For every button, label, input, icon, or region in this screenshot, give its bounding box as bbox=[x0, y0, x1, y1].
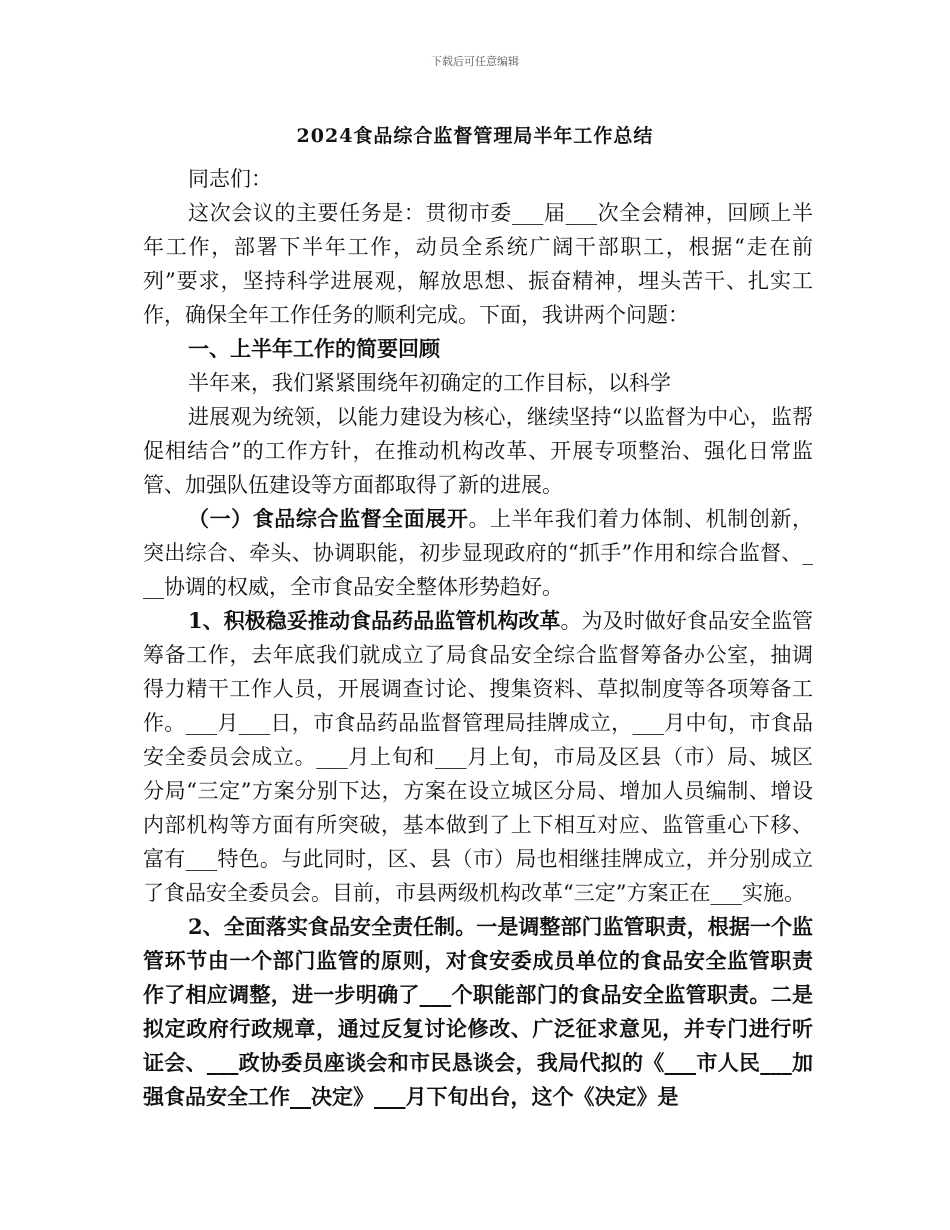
page-header: 下载后可任意编辑 bbox=[431, 55, 519, 68]
subsection-1-heading: （一）食品综合监督全面展开 bbox=[188, 506, 469, 531]
section-heading-1: 一、上半年工作的简要回顾 bbox=[188, 336, 440, 361]
subsection-1-text: 。上半年我们着力体制、机制创新，突出综合、牵头、协调职能，初步显现政府的“抓手”作用和综合监督、___协调的权威，全市食品安全整体形势趋好。 bbox=[143, 507, 814, 599]
subsection-1-paragraph bbox=[143, 502, 813, 604]
item-1-paragraph bbox=[143, 604, 813, 910]
item-2-paragraph: 2、全面落实食品安全责任制。一是调整部门监管职责，根据一个监管环节由一个部门监管的原则，对食安委成员单位的食品安全监管职责作了相应调整，进一步明确了___个职能部门的食品安全监管职责。二是拟定政府行政规章，通过反复讨论修改、广泛征求意见，并专门进行听证会、___政协委员座谈会和市民恳谈会，我局代拟的《___市人民___加强食品安全工作__决定》___月下旬出台，这个《决定》是 bbox=[143, 914, 813, 1109]
greeting: 同志们： bbox=[188, 167, 272, 191]
item-1-heading: 1、积极稳妥推动食品药品监管机构改革 bbox=[188, 608, 561, 633]
review-paragraph: 进展观为统领，以能力建设为核心，继续坚持“以监督为中心，监帮促相结合”的工作方针，在推动机构改革、开展专项整治、强化日常监管、加强队伍建设等方面都取得了新的进展。 bbox=[143, 405, 813, 497]
intro-paragraph: 这次会议的主要任务是：贯彻市委___届___次全会精神，回顾上半年工作，部署下半年工作，动员全系统广阔干部职工，根据“走在前列”要求，坚持科学进展观，解放思想、振奋精神，埋头苦干、扎实工作，确保全年工作任务的顺利完成。下面，我讲两个问题： bbox=[143, 201, 813, 327]
document-title: 2024食品综合监督管理局半年工作总结 bbox=[296, 125, 654, 147]
document-body bbox=[143, 162, 813, 1114]
item-1-text: 。为及时做好食品安全监管筹备工作，去年底我们就成立了局食品安全综合监督筹备办公室，抽调得力精干工作人员，开展调查讨论、搜集资料、草拟制度等各项筹备工作。___月___日，市食品药品监督管理局挂牌成立，___月中旬，市食品安全委员会成立。___月上旬和___月上旬，市局及区县（市）局、城区分局“三定”方案分别下达，方案在设立城区分局、增加人员编制、增设内部机构等方面有所突破，基本做到了上下相互对应、监管重心下移、富有___特色。与此同时，区、县（市）局也相继挂牌成立，并分别成立了食品安全委员会。目前，市县两级机构改革“三定”方案正在___实施。 bbox=[143, 609, 813, 905]
review-line-1: 半年来，我们紧紧围绕年初确定的工作目标，以科学 bbox=[188, 371, 671, 395]
